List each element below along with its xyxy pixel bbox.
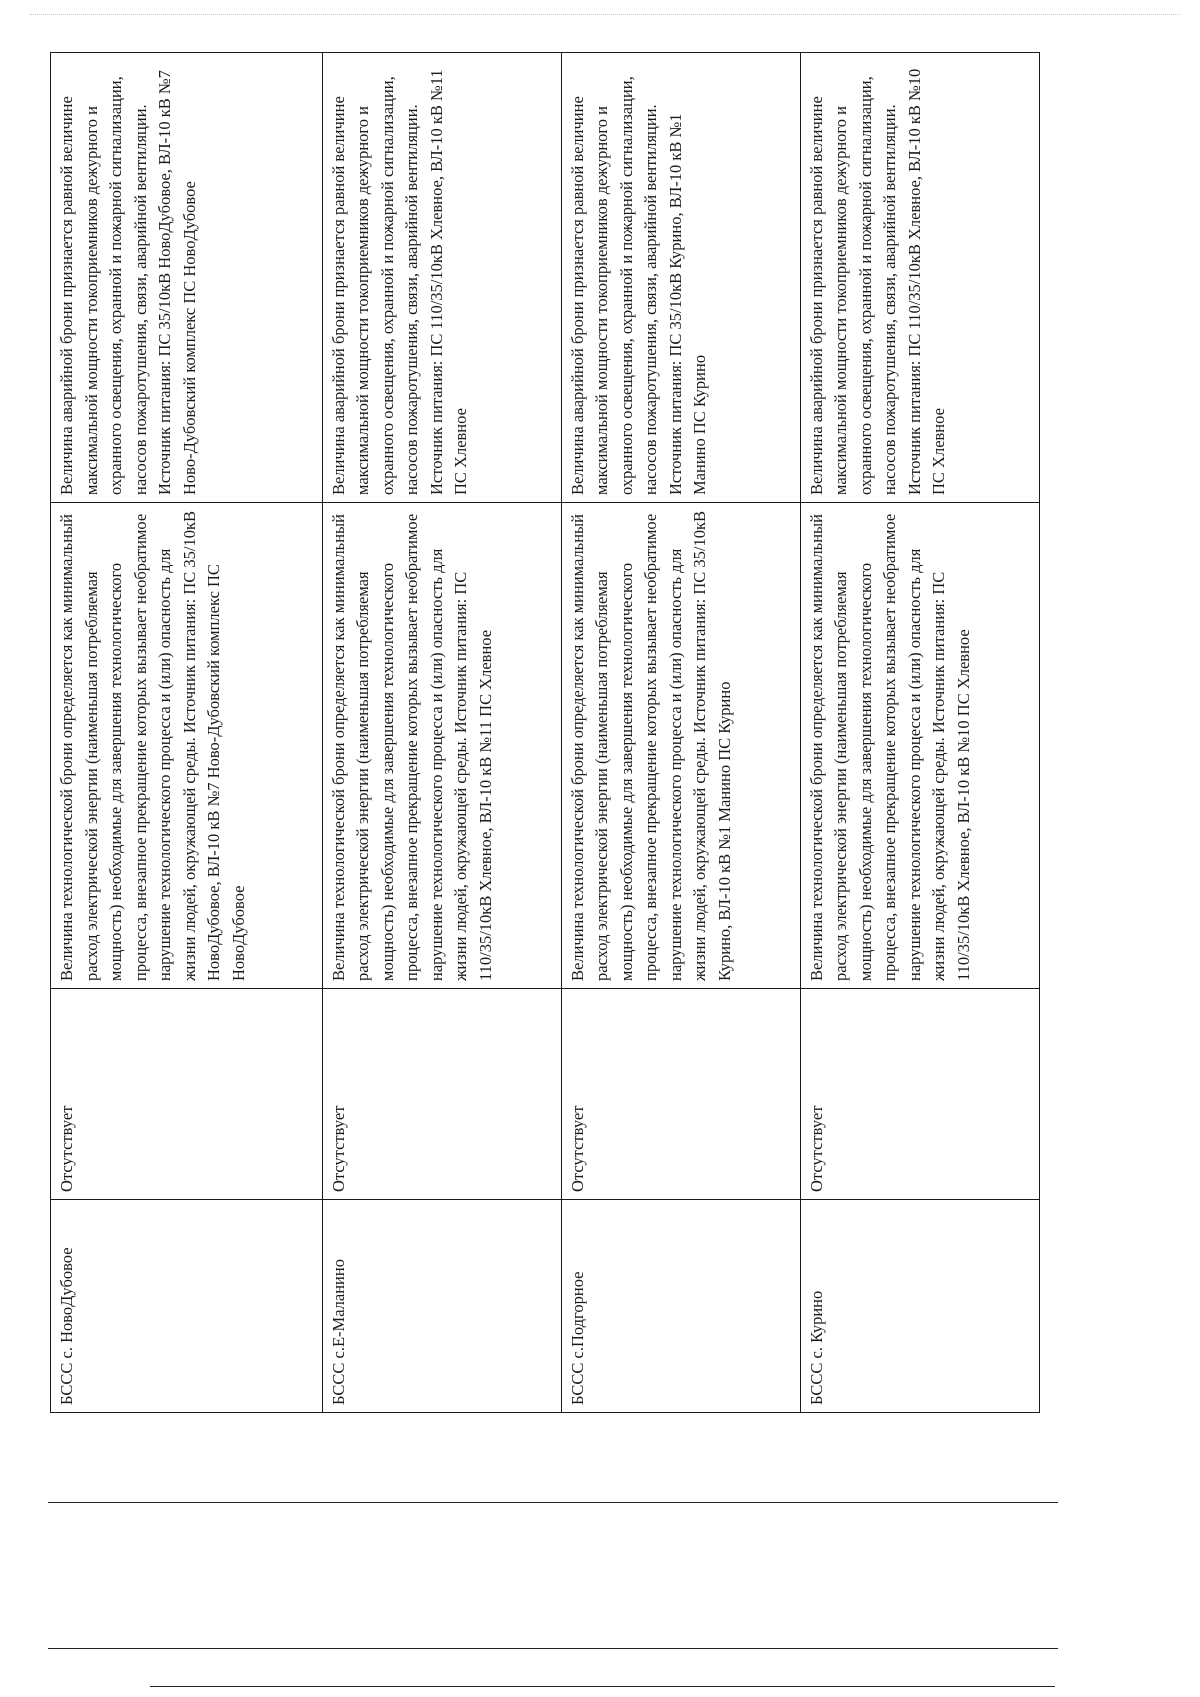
emergency-reserve-cell: Величина аварийной брони признается равной величине максимальной мощности токоприемников дежурного и охранного освещения, охранной и пожарной сигнализации, насосов пожаротушения, связи, аварийной вентиляции. Источник питания: ПС 110/35/10кВ Хлевное, ВЛ-10 кВ №10 ПС Хлевное [800, 53, 1039, 503]
tech-reserve-status-cell: Отсутствует [561, 989, 800, 1200]
object-name-cell: БССС с.Подгорное [561, 1200, 800, 1413]
tech-reserve-status-cell: Отсутствует [322, 989, 561, 1200]
horizontal-rule [48, 1648, 1058, 1649]
emergency-reserve-cell: Величина аварийной брони признается равной величине максимальной мощности токоприемников дежурного и охранного освещения, охранной и пожарной сигнализации, насосов пожаротушения, связи, аварийной вентиляции. Источник питания: ПС 110/35/10кВ Хлевное, ВЛ-10 кВ №11 ПС Хлевное [322, 53, 561, 503]
object-name-cell: БССС с. НовоДубовое [51, 1200, 323, 1413]
reserve-table [50, 52, 1040, 1413]
emergency-reserve-cell: Величина аварийной брони признается равной величине максимальной мощности токоприемников дежурного и охранного освещения, охранной и пожарной сигнализации, насосов пожаротушения, связи, аварийной вентиляции. Источник питания: ПС 35/10кВ НовоДубовое, ВЛ-10 кВ №7 Ново-Дубовский комплекс ПС НовоДубовое [51, 53, 323, 503]
horizontal-rule [48, 1502, 1058, 1503]
object-name-cell: БССС с. Курино [800, 1200, 1039, 1413]
tech-reserve-cell: Величина технологической брони определяется как минимальный расход электрической энергии (наименьшая потребляемая мощность) необходимые для завершения технологического процесса, внезапное прекращение которых вызывает необратимое нарушение технологического процесса и (или) опасность для жизни людей, окружающей среды. Источник питания: ПС 35/10кВ Курино, ВЛ-10 кВ №1 Манино ПС Курино [561, 503, 800, 989]
tech-reserve-cell: Величина технологической брони определяется как минимальный расход электрической энергии (наименьшая потребляемая мощность) необходимые для завершения технологического процесса, внезапное прекращение которых вызывает необратимое нарушение технологического процесса и (или) опасность для жизни людей, окружающей среды. Источник питания: ПС 110/35/10кВ Хлевное, ВЛ-10 кВ №11 ПС Хлевное [322, 503, 561, 989]
scan-edge [30, 14, 1180, 15]
horizontal-rule [150, 1686, 1055, 1687]
tech-reserve-status-cell: Отсутствует [51, 989, 323, 1200]
rotated-table-container [50, 53, 1040, 1413]
tech-reserve-cell: Величина технологической брони определяется как минимальный расход электрической энергии (наименьшая потребляемая мощность) необходимые для завершения технологического процесса, внезапное прекращение которых вызывает необратимое нарушение технологического процесса и (или) опасность для жизни людей, окружающей среды. Источник питания: ПС 110/35/10кВ Хлевное, ВЛ-10 кВ №10 ПС Хлевное [800, 503, 1039, 989]
table-row [561, 53, 800, 1413]
table-row [800, 53, 1039, 1413]
table-row [322, 53, 561, 1413]
object-name-cell: БССС с.Е-Маланино [322, 1200, 561, 1413]
emergency-reserve-cell: Величина аварийной брони признается равной величине максимальной мощности токоприемников дежурного и охранного освещения, охранной и пожарной сигнализации, насосов пожаротушения, связи, аварийной вентиляции. Источник питания: ПС 35/10кВ Курино, ВЛ-10 кВ №1 Манино ПС Курино [561, 53, 800, 503]
table-row [51, 53, 323, 1413]
tech-reserve-status-cell: Отсутствует [800, 989, 1039, 1200]
tech-reserve-cell: Величина технологической брони определяется как минимальный расход электрической энергии (наименьшая потребляемая мощность) необходимые для завершения технологического процесса, внезапное прекращение которых вызывает необратимое нарушение технологического процесса и (или) опасность для жизни людей, окружающей среды. Источник питания: ПС 35/10кВ НовоДубовое, ВЛ-10 кВ №7 Ново-Дубовский комплекс ПС НовоДубовое [51, 503, 323, 989]
